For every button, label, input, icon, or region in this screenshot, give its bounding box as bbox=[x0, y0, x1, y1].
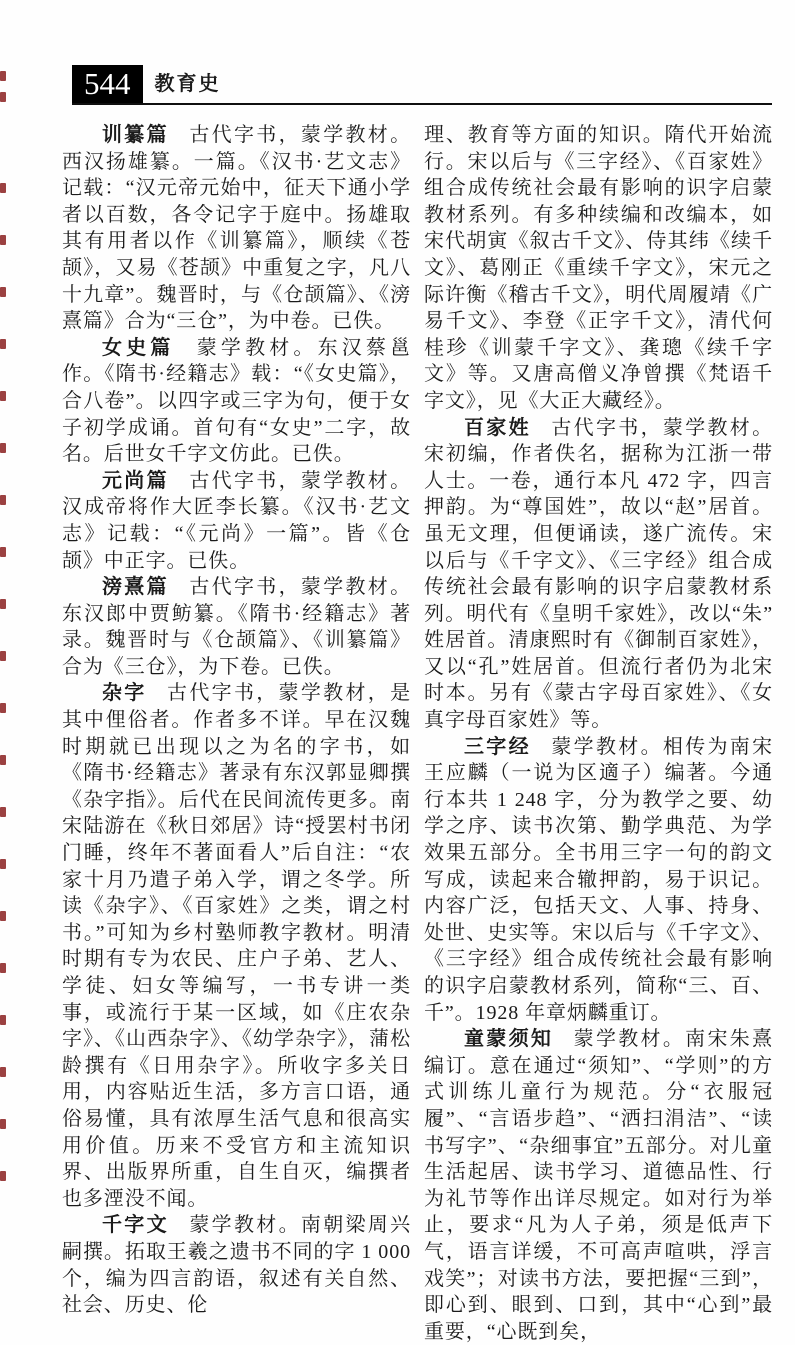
page-number-box bbox=[72, 65, 143, 103]
entry-text: 古代字书，蒙学教材。西汉扬雄纂。一篇。《汉书·艺文志》记载：“汉元帝元始中，征天下通小学者以百数，各令记字于庭中。扬雄取其有用者以作《训纂篇》，顺续《苍颉》，又易《苍颉》中重复之字，凡八十九章”。魏晋时，与《仓颉篇》、《滂熹篇》合为“三仓”，为中卷。已佚。 bbox=[62, 124, 412, 333]
scan-edge-mark bbox=[0, 1119, 6, 1129]
entry-text: 蒙学教材。相传为南宋王应麟（一说为区適子）编著。今通行本共 1 248 字，分为教学之要、幼学之序、读书次第、勤学典范、为学效果五部分。全书用三字一句的韵文写成，读起来合辙押韵，易于识记。内容广泛，包括天文、人事、持身、处世、史实等。宋以后与《千字文》、《三字经》组合成传统社会最有影响的识字启蒙教材系列，简称“三、百、千”。1928 年章炳麟重订。 bbox=[424, 735, 774, 1024]
entry-xunzuanpian bbox=[62, 122, 411, 335]
scan-edge-mark bbox=[0, 71, 6, 81]
scanned-dictionary-page bbox=[0, 65, 795, 1343]
entry-term: 滂熹篇 bbox=[102, 576, 169, 599]
entry-text: 蒙学教材。南朝梁周兴嗣撰。拓取王羲之遗书不同的字 1 000 个，编为四言韵语，叙述有关自然、社会、历史、伦 bbox=[62, 1214, 412, 1317]
scan-edge-mark bbox=[0, 339, 6, 349]
entry-text: 古代字书，蒙学教材。宋初编，作者佚名，据称为江浙一带人士。一卷，通行本凡 472 字，四言押韵。为“尊国姓”，故以“赵”居首。虽无文理，但便诵读，遂广流传。宋以后与《千字文》、《三字经》组合成传统社会最有影响的识字启蒙教材系列。明代有《皇明千家姓》，改以“朱”姓居首。清康熙时有《御制百家姓》，又以“孔”姓居首。但流行者仍为北宋时本。另有《蒙古字母百家姓》、《女真字母百家姓》等。 bbox=[424, 416, 774, 732]
entry-zazi bbox=[62, 680, 411, 1212]
scan-edge-mark bbox=[0, 1015, 6, 1025]
scan-edge-mark bbox=[0, 703, 6, 713]
scan-edge-marks bbox=[0, 65, 10, 1268]
scan-edge-mark bbox=[0, 911, 6, 921]
entry-pangxipian bbox=[62, 574, 411, 680]
scan-edge-mark bbox=[0, 1067, 6, 1077]
scan-edge-mark bbox=[0, 599, 6, 609]
entry-text: 古代字书，蒙学教材，是其中俚俗者。作者多不详。早在汉魏时期就已出现以之为名的字书，如《隋书·经籍志》著录有东汉郭显卿撰《杂字指》。后代在民间流传更多。南宋陆游在《秋日郊居》诗“授罢村书闭门睡，终年不著面看人”后自注：“农家十月乃遣子弟入学，谓之冬学。所读《杂字》、《百家姓》之类，谓之村书。”可知为乡村塾师教字教材。明清时期有专为农民、庄户子弟、艺人、学徒、妇女等编写，一书专讲一类事，或流行于某一区域，如《庄农杂字》、《山西杂字》、《幼学杂字》，蒲松龄撰有《日用杂字》。所收字多关日用，内容贴近生活，多方言口语，通俗易懂，具有浓厚生活气息和很高实用价值。历来不受官方和主流知识界、出版界所重，自生自灭，编撰者也多湮没不闻。 bbox=[62, 682, 411, 1210]
text-columns bbox=[62, 122, 773, 1345]
entry-tongmengxuzhi bbox=[424, 1026, 773, 1345]
entry-term: 杂字 bbox=[102, 682, 147, 705]
section-title: 教育史 bbox=[154, 73, 221, 95]
scan-edge-mark bbox=[0, 287, 6, 297]
scan-edge-mark bbox=[0, 235, 6, 245]
scan-edge-mark bbox=[0, 547, 6, 557]
text-column-right bbox=[424, 122, 773, 1345]
entry-text: 蒙学教材。南宋朱熹编订。意在通过“须知”、“学则”的方式训练儿童行为规范。分“衣服冠履”、“言语步趋”、“洒扫涓洁”、“读书写字”、“杂细事宜”五部分。对儿童生活起居、读书学习、道德品性、行为礼节等作出详尽规定。如对行为举止，要求“凡为人子弟，须是低声下气，语言详缓，不可高声喧哄，浮言戏笑”；对读书方法，要把握“三到”，即心到、眼到、口到，其中“心到”最重要，“心既到矣， bbox=[424, 1028, 773, 1343]
entry-sanzijing bbox=[424, 734, 773, 1027]
scan-edge-mark bbox=[0, 1171, 6, 1181]
entry-text: 蒙学教材。东汉蔡邕作。《隋书·经籍志》载：“《女史篇》，合八卷”。以四字或三字为句，便于女子初学成诵。首句有“女史”二字，故名。后世女千字文仿此。已佚。 bbox=[62, 336, 411, 466]
entry-nvshipian bbox=[62, 335, 411, 468]
entry-baijiaxing bbox=[424, 415, 773, 734]
scan-edge-mark bbox=[0, 92, 6, 102]
entry-qianziwen bbox=[62, 1212, 411, 1318]
scan-edge-mark bbox=[0, 443, 6, 453]
entry-term: 百家姓 bbox=[464, 416, 531, 439]
entry-term: 元尚篇 bbox=[102, 469, 169, 492]
entry-term: 训纂篇 bbox=[102, 124, 169, 146]
scan-edge-mark bbox=[0, 963, 6, 973]
entry-term: 女史篇 bbox=[102, 336, 175, 359]
scan-edge-mark bbox=[0, 807, 6, 817]
entry-text: 古代字书，蒙学教材。汉成帝将作大匠李长纂。《汉书·艺文志》记载：“《元尚》一篇”。皆《仓颉》中正字。已佚。 bbox=[62, 469, 412, 572]
entry-text: 古代字书，蒙学教材。东汉郎中贾鲂纂。《隋书·经籍志》著录。魏晋时与《仓颉篇》、《训纂篇》合为《三仓》，为下卷。已佚。 bbox=[62, 576, 412, 678]
page-header bbox=[72, 65, 772, 105]
scan-edge-mark bbox=[0, 755, 6, 765]
page-number: 544 bbox=[84, 66, 131, 101]
scan-edge-mark bbox=[0, 859, 6, 869]
entry-qianziwen-continuation: 理、教育等方面的知识。隋代开始流行。宋以后与《三字经》、《百家姓》组合成传统社会最有影响的识字启蒙教材系列。有多种续编和改编本，如宋代胡寅《叙古千文》、侍其纬《续千文》、葛刚正《重续千字文》，宋元之际许衡《稽古千文》，明代周履靖《广易千文》、李登《正字千文》，清代何桂珍《训蒙千字文》、龚璁《续千字文》等。又唐高僧义净曾撰《梵语千字文》，见《大正大藏经》。 bbox=[424, 124, 773, 412]
entry-yuanshangpian bbox=[62, 468, 411, 574]
text-column-left bbox=[62, 122, 411, 1345]
scan-edge-mark bbox=[0, 495, 6, 505]
scan-edge-mark bbox=[0, 183, 6, 193]
entry-term: 三字经 bbox=[464, 735, 531, 758]
scan-edge-mark bbox=[0, 391, 6, 401]
scan-edge-mark bbox=[0, 651, 6, 661]
entry-term: 童蒙须知 bbox=[464, 1028, 554, 1051]
entry-term: 千字文 bbox=[102, 1214, 169, 1237]
